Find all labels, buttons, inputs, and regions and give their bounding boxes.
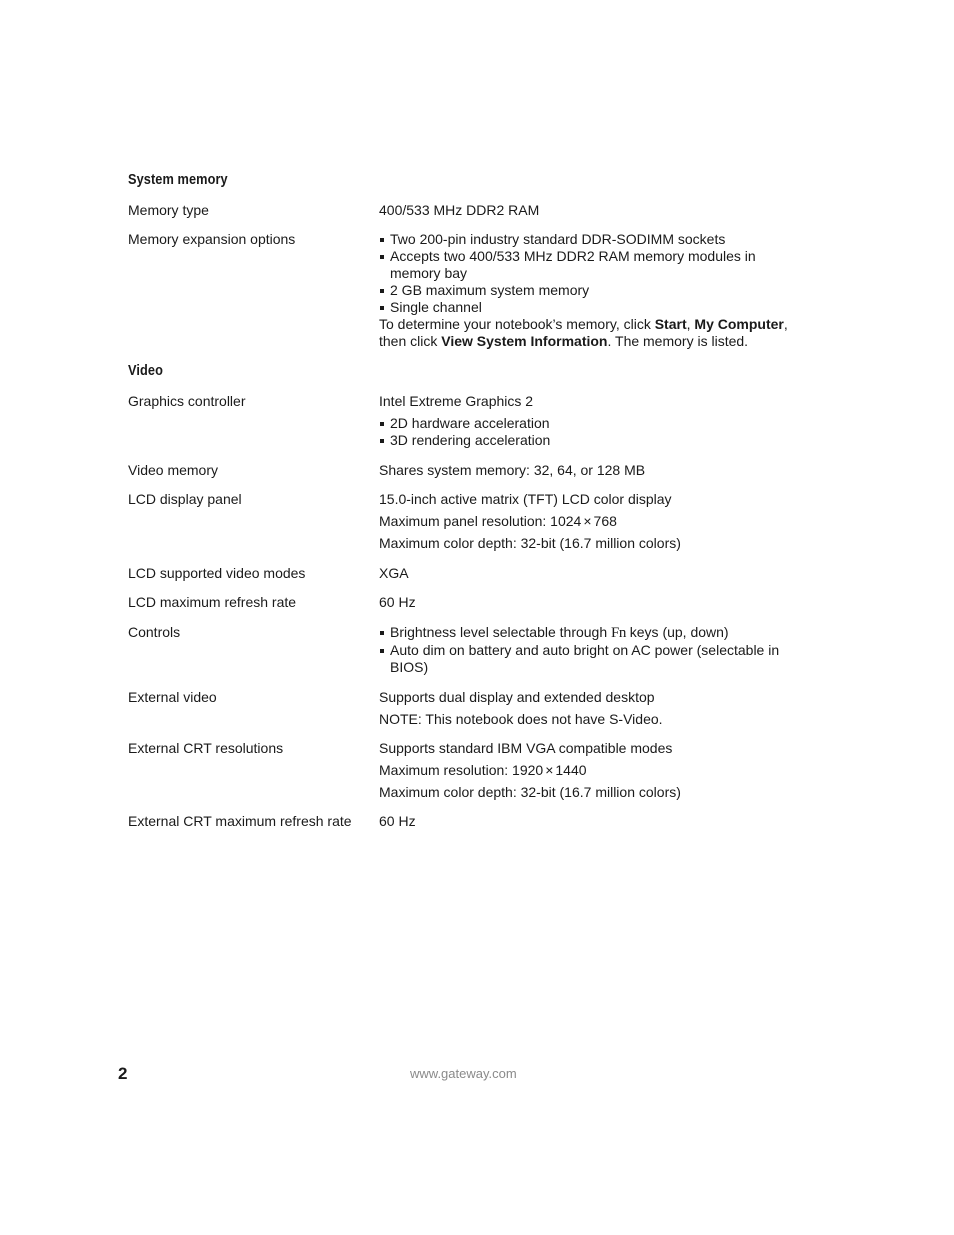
footer-url: www.gateway.com [410, 1066, 517, 1081]
controls-value [379, 624, 808, 676]
lcd-row [128, 491, 808, 552]
memory-expansion-list [379, 231, 808, 316]
lcd-modes-value: XGA [379, 565, 409, 581]
page-number: 2 [118, 1064, 128, 1083]
lcd-resolution [379, 513, 808, 530]
controls-row [128, 624, 808, 676]
crt-resolution-width: Maximum resolution: 1920 [379, 762, 544, 778]
list-item: Two 200-pin industry standard DDR-SODIMM sockets [379, 231, 808, 248]
controls-brightness-keys: keys (up, down) [625, 624, 729, 640]
video-memory-row [128, 462, 808, 479]
crt-color-depth: Maximum color depth: 32-bit (16.7 million colors) [379, 784, 681, 800]
crt-refresh-row [128, 813, 808, 830]
memory-note-text: , [783, 316, 788, 332]
times-sign: × [583, 513, 592, 529]
memory-type-row [128, 202, 808, 219]
list-item [379, 624, 808, 642]
crt-refresh-label: External CRT maximum refresh rate [128, 813, 352, 829]
external-video-support: Supports dual display and extended desktop [379, 689, 655, 705]
external-video-note: NOTE: This notebook does not have S-Video. [379, 711, 663, 727]
fn-key: Fn [611, 625, 626, 641]
lcd-resolution-height: 768 [593, 513, 617, 529]
lcd-color-depth: Maximum color depth: 32-bit (16.7 million colors) [379, 535, 681, 551]
graphics-row [128, 393, 808, 449]
times-sign: × [545, 762, 554, 778]
list-item: Accepts two 400/533 MHz DDR2 RAM memory modules in memory bay [379, 248, 808, 282]
list-item: 2 GB maximum system memory [379, 282, 808, 299]
memory-note-text: , [686, 316, 695, 332]
spec-content [128, 172, 808, 830]
crt-refresh-value: 60 Hz [379, 813, 416, 829]
video-memory-value: Shares system memory: 32, 64, or 128 MB [379, 462, 646, 478]
memory-note-text: . The memory is listed. [607, 333, 749, 349]
video-heading: Video [128, 363, 163, 379]
memory-note-start: Start [654, 316, 687, 332]
graphics-label: Graphics controller [128, 393, 246, 409]
crt-resolution-row [128, 740, 808, 801]
list-item: 2D hardware acceleration [379, 415, 808, 432]
lcd-modes-row [128, 565, 808, 582]
external-video-row [128, 689, 808, 728]
memory-note-text: To determine your notebook’s memory, click [379, 316, 655, 332]
memory-expansion-row [128, 231, 808, 350]
crt-resolution-label: External CRT resolutions [128, 740, 284, 756]
crt-resolution-value [379, 740, 808, 801]
lcd-modes-label: LCD supported video modes [128, 565, 306, 581]
memory-note-text: then click [379, 333, 442, 349]
graphics-controller-name: Intel Extreme Graphics 2 [379, 393, 534, 409]
video-memory-label: Video memory [128, 462, 219, 478]
lcd-resolution-width: Maximum panel resolution: 1024 [379, 513, 582, 529]
memory-note-view-info: View System Information [441, 333, 608, 349]
lcd-refresh-row [128, 594, 808, 611]
external-video-value [379, 689, 808, 728]
lcd-type: 15.0-inch active matrix (TFT) LCD color display [379, 491, 672, 507]
memory-note-my-computer: My Computer [694, 316, 784, 332]
controls-brightness-text: Brightness level selectable through [390, 624, 612, 640]
list-item: Auto dim on battery and auto bright on AC power (selectable in BIOS) [379, 642, 808, 676]
controls-list [379, 624, 808, 676]
memory-expansion-label: Memory expansion options [128, 231, 296, 247]
lcd-label: LCD display panel [128, 491, 242, 507]
memory-type-value: 400/533 MHz DDR2 RAM [379, 202, 540, 218]
system-memory-heading: System memory [128, 172, 228, 188]
controls-label: Controls [128, 624, 181, 640]
memory-expansion-value [379, 231, 808, 350]
graphics-value [379, 393, 808, 449]
crt-resolution-height: 1440 [555, 762, 587, 778]
memory-type-label: Memory type [128, 202, 209, 218]
crt-modes: Supports standard IBM VGA compatible modes [379, 740, 673, 756]
lcd-refresh-value: 60 Hz [379, 594, 416, 610]
memory-note [379, 316, 808, 350]
crt-max-resolution [379, 762, 808, 779]
lcd-value [379, 491, 808, 552]
graphics-list [379, 415, 808, 449]
list-item: Single channel [379, 299, 808, 316]
external-video-label: External video [128, 689, 217, 705]
lcd-refresh-label: LCD maximum refresh rate [128, 594, 297, 610]
list-item: 3D rendering acceleration [379, 432, 808, 449]
